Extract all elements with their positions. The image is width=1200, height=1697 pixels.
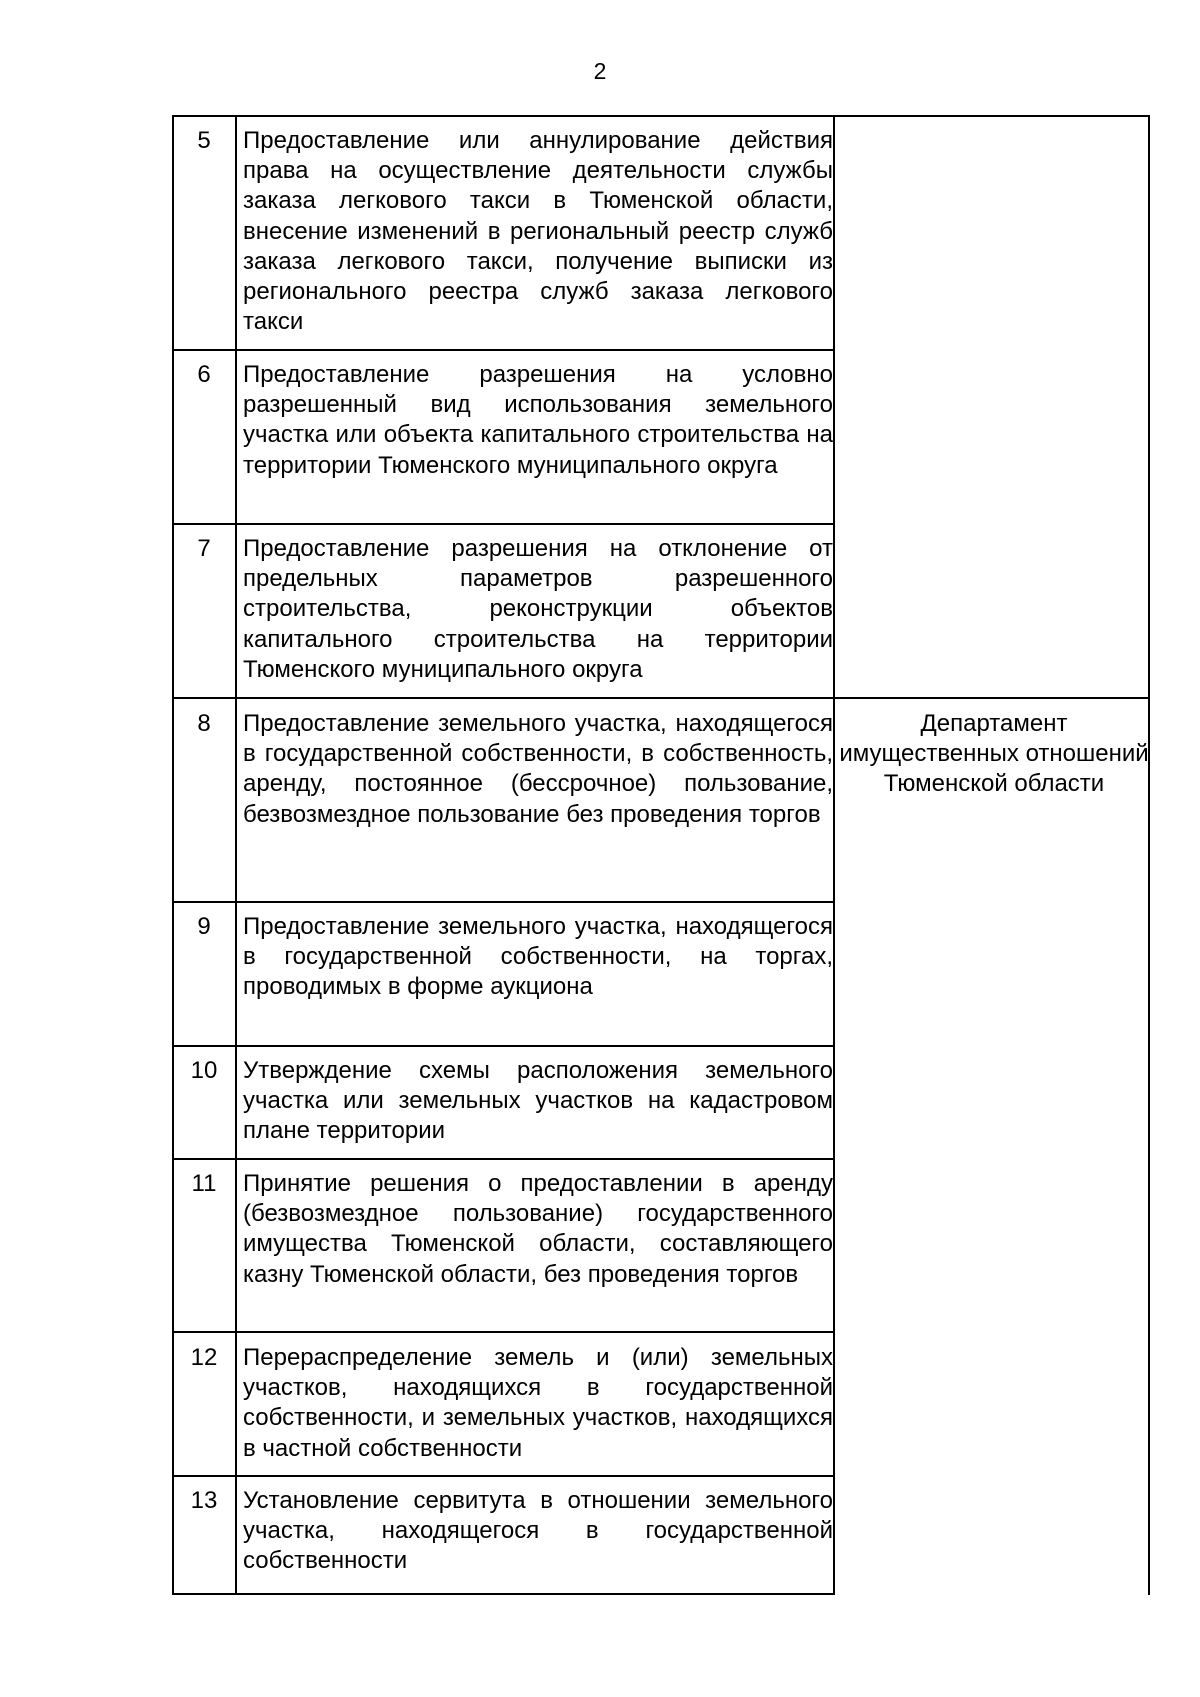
service-name: Предоставление земельного участка, находящегося в государственной собственности, в собственность, аренду, постоянное (бессрочное) пользование, безвозмездное пользование без проведения торгов [243,710,833,828]
row-number: 7 [197,535,211,562]
row-separator [172,349,835,351]
row-number: 6 [197,361,211,388]
service-name: Предоставление разрешения на условно разрешенный вид использования земельного участка или объекта капитального строительства на территории Тюменского муниципального округа [243,361,833,479]
row-separator [172,1331,835,1333]
service-name: Принятие решения о предоставлении в аренду (безвозмездное пользование) государственного имущества Тюменской области, составляющего казну Тюменской области, без проведения торгов [243,1170,833,1288]
row-separator [172,901,835,903]
row-separator [172,1158,835,1160]
service-name: Предоставление разрешения на отклонение от предельных параметров разрешенного строительства, реконструкции объектов капитального строительства на территории Тюменского муниципального округа [243,535,833,683]
table-border-left [172,115,174,1595]
row-number: 13 [190,1487,218,1514]
table-column-divider-2 [833,115,835,1595]
responsible-organization: Департамент имущественных отношений Тюменской области [839,710,1149,798]
row-number: 5 [197,127,211,154]
row-separator [172,523,835,525]
page-number: 2 [593,58,607,84]
service-name: Установление сервитута в отношении земельного участка, находящегося в государственной собственности [243,1487,833,1575]
row-number: 12 [190,1344,218,1371]
row-number: 9 [197,913,211,940]
service-name: Предоставление земельного участка, находящегося в государственной собственности, на торгах, проводимых в форме аукциона [243,913,833,1001]
row-number: 10 [190,1057,218,1084]
service-name: Утверждение схемы расположения земельного участка или земельных участков на кадастровом плане территории [243,1057,833,1145]
row-separator [172,1475,835,1477]
service-name: Предоставление или аннулирование действия права на осуществление деятельности службы заказа легкового такси в Тюменской области, внесение изменений в региональный реестр служб заказа легкового такси, получение выписки из регионального реестра служб заказа легкового такси [243,127,833,336]
row-separator [172,1045,835,1047]
row-number: 11 [191,1170,217,1197]
row-number: 8 [197,710,211,737]
service-name: Перераспределение земель и (или) земельных участков, находящихся в государственной собственности, и земельных участков, находящихся в частной собственности [243,1344,833,1462]
group-separator [172,697,1150,699]
table-border-right [1148,115,1150,1595]
table-border-top [172,115,1150,117]
table-column-divider-1 [235,115,237,1595]
table-border-bottom [172,1593,835,1595]
